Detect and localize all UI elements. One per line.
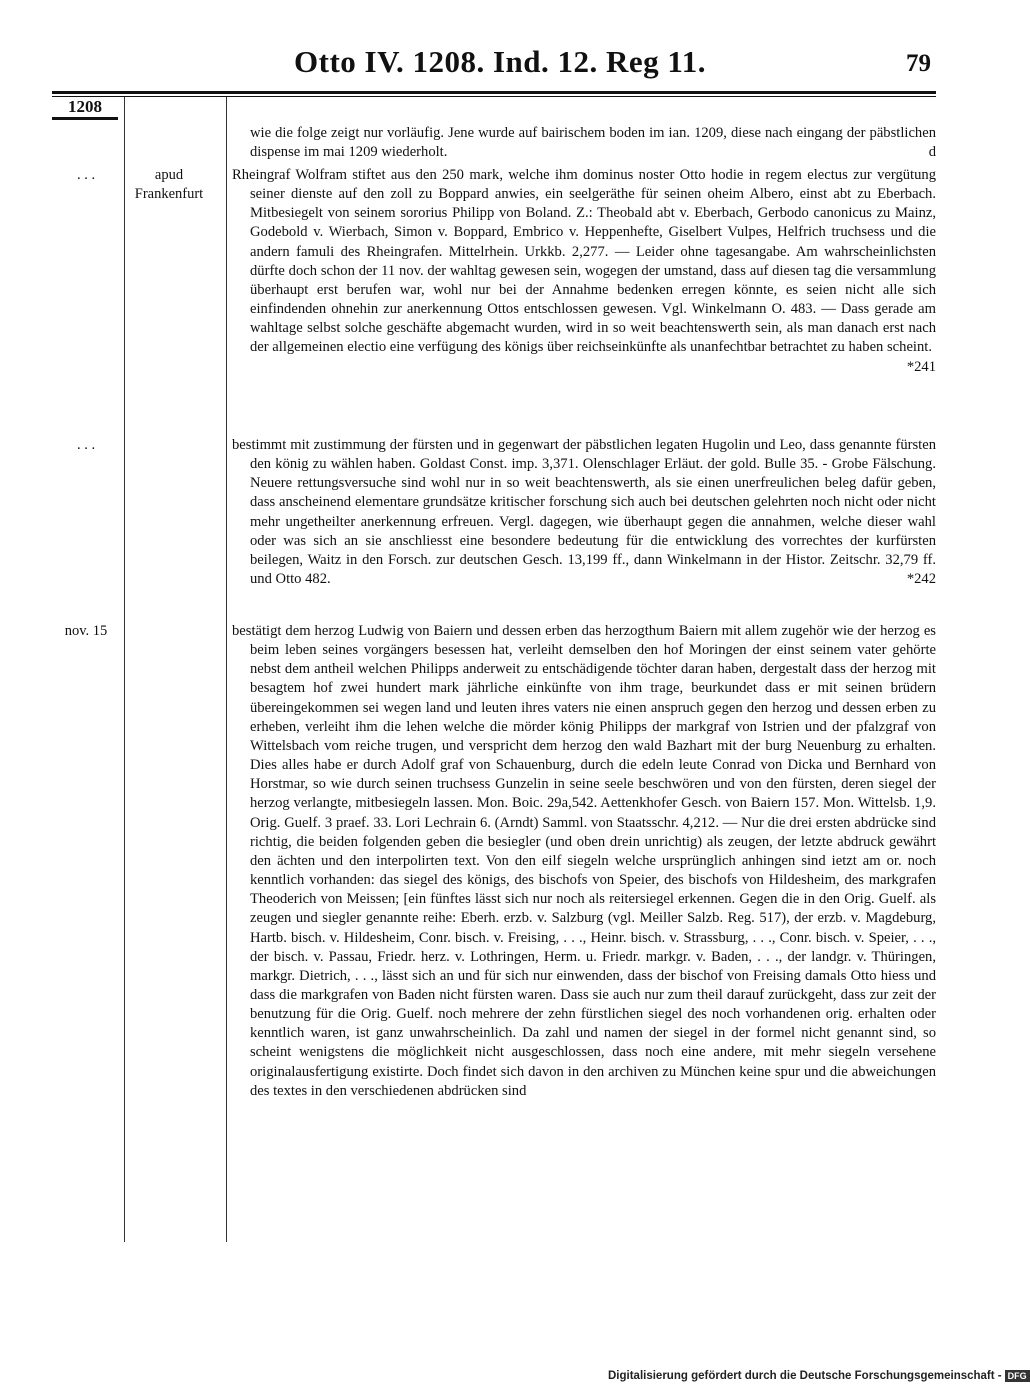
year-label: 1208 <box>52 97 118 120</box>
digitization-note <box>608 1370 1030 1382</box>
entry-tag: d <box>928 144 936 161</box>
entry-tag: *242 <box>906 571 936 588</box>
entry-continuation <box>232 124 936 162</box>
entry-text: bestimmt mit zustimmung der fürsten und in gegenwart der päbstlichen legaten Hugolin und Leo, dass genannte fürsten den könig zu wählen haben. Goldast Const. imp. 3,371. Olenschlager Erläut. der gold. Bulle 35. - Grobe Fälschung. Neuere rettungsversuche sind wohl nur in so weit beachtenswerth, als sie einen unerfreulichen beleg dafür geben, dass anscheinend elementare grundsätze kritischer forschung sich auch bei deutschen gelehrten noch nicht oder nicht mehr ungetheilter anerkennung erfreuen. Vergl. dagegen, wie überhaupt gegen die annahmen, welche dieser wahl oder was sich an sie anschliesst eine besondere bedeutung für die entwicklung des vorrechtes der kurfürsten beilegen, Waitz in den Forsch. zur deutschen Gesch. 13,199 ff., dann Winkelmann in der Histor. Zeitschr. 32,79 ff. und Otto 482. <box>232 437 936 588</box>
entry-text: bestätigt dem herzog Ludwig von Baiern und dessen erben das herzogthum Baiern mit allem zugehör wie der herzog es beim leben seines vorgängers besessen hat, verleiht demselben den hof Moringen der einst seinem vater gehörte nebst dem antheil welchen Philipps anderweit zu entschädigende töchter daran haben, dergestalt dass der herzog mit besagtem hof zwei hundert mark jährliche einkünfte von ihm trage, beurkundet dass er mit seinen brüdern übereingekommen sei wegen land und leuten ihres vaters nie einen anspruch gegen den herzog und dessen erben zu erheben, verleiht ihm die lehen welche die mörder könig Philipps der markgraf von Istrien und der pfalzgraf von Wittelsbach vom reiche trugen, und verspricht dem herzog den wald Bazhart mit der burg Neuenburg zu erhalten. Dies alles habe er durch Adolf graf von Schauenburg, durch die edeln leute Conrad von Dicka und Bernhard von Horstmar, so wie durch seinen truchsess Gunzelin in seine seele beschwören und von den fürsten, deren siegel der herzog verlangte, mitbesiegeln lassen. Mon. Boic. 29a,542. Aettenkhofer Gesch. von Baiern 157. Mon. Wittelsb. 1,9. Orig. Guelf. 3 praef. 33. Lori Lechrain 6. (Arndt) Samml. von Staatsschr. 4,212. — Nur die drei ersten abdrücke sind richtig, die beiden folgenden geben die besiegler (und oben drein unrichtig) als zeugen, der letzte abdruck gewährt den ächten und den interpolirten text. Von den eilf siegeln welche ursprünglich anhingen sind ietzt am or. noch kenntlich vorhanden: das siegel des königs, des bischofs von Speier, des bischofs von Hildesheim, des markgrafen Theoderich von Meissen; [ein fünftes lässt sich nur noch als reitersiegel erkennen. Gegen die in den Orig. Guelf. als zeugen und siegler genannte reihe: Eberh. erzb. v. Salzburg (vgl. Meiller Salzb. Reg. 517), der erzb. v. Magdeburg, Hartb. bisch. v. Hildesheim, Conr. bisch. v. Freising, . . ., Heinr. bisch. v. Strassburg, . . ., Conr. bisch. v. Speier, . . ., der bisch. v. Passau, Friedr. herz. v. Lothringen, Herm. u. Friedr. markgr. v. Baden, . . ., der landgr. v. Thüringen, markgr. Dietrich, . . ., lässt sich an und für sich nur einwenden, dass der bischof von Freising damals Otto hiess und dass die markgrafen von Baden nicht fürsten waren. Dass sie auch nur zum theil darauf zurückgeht, dass zur zeit der benutzung für die Orig. Guelf. noch mehrere der zehn fürstlichen siegel des noch vorhandenen orig. erhalten oder kenntlich waren, ist ganz unwahrscheinlich. Da zahl und namen der siegel in der formel nicht genannt sind, so scheint wenigstens die möglichkeit nicht ausgeschlossen, dass noch eine andere, mit mehr siegeln versehene originalausfertigung existirte. Doch findet sich davon in den archiven zu München keine spur und die abweichungen des textes in den verschiedenen abdrücken sind <box>232 623 936 1099</box>
entry-tag: *241 <box>906 358 936 375</box>
entry-date: nov. 15 <box>64 623 108 639</box>
column-divider-date <box>124 97 125 1242</box>
entry-nov-15 <box>232 622 936 1101</box>
dfg-logo-icon: DFG <box>1005 1370 1030 1382</box>
entry-date: . . . <box>76 437 96 453</box>
page-title: Otto IV. 1208. Ind. 12. Reg 11. <box>294 44 706 79</box>
header-rule-thin <box>52 96 936 97</box>
page-number: 79 <box>906 50 931 77</box>
entry-242 <box>232 436 936 589</box>
column-divider-place <box>226 97 227 1242</box>
entry-241 <box>232 166 936 377</box>
entry-text: Rheingraf Wolfram stiftet aus den 250 mark, welche ihm dominus noster Otto hodie in regem electus zur vergütung seiner dienste auf den zoll zu Boppard anwies, ein seelgeräthe für seinen oheim Albero, einst abt zu Eberbach. Mitbesiegelt von seinem sororius Philipp von Boland. Z.: Theobald abt v. Eberbach, Gerbodo canonicus zu Mainz, Godebold v. Wierbach, Simon v. Boppard, Embrico v. Heppenhefte, Giselbert Vulpes, Helfrich truchsess und die andern famuli des Rheingrafen. Mittelrhein. Urkkb. 2,277. — Leider ohne tagesangabe. Am wahrscheinlichsten dürfte doch schon der 11 nov. der wahltag gewesen sein, wogegen der umstand, dass auf diesen tag die versammlung überhaupt erst berufen war, wohl nur bei der Annahme bedenken erregen könnte, es seien nicht alle sich einfindenden ohnehin zur anerkennung Ottos entschlossen gewesen. Vgl. Winkelmann O. 483. — Dass gerade am wahltage selbst solche geschäfte abgemacht wurden, wird in so weit beachtenswerth sein, als man danach erst nach der allgemeinen electio eine verfügung des königs über reichseinkünfte als unanfechtbar betrachtet zu haben scheint. <box>232 167 936 356</box>
header-rule-thick <box>52 91 936 94</box>
digitization-text: Digitalisierung gefördert durch die Deutsche Forschungsgemeinschaft - <box>608 1370 1002 1382</box>
entry-text: wie die folge zeigt nur vorläufig. Jene wurde auf bairischem boden im ian. 1209, diese nach eingang der päbstlichen dispense im mai 1209 wiederholt. <box>250 125 936 161</box>
entry-date: . . . <box>76 167 96 183</box>
entry-place: apud Frankenfurt <box>134 167 204 202</box>
